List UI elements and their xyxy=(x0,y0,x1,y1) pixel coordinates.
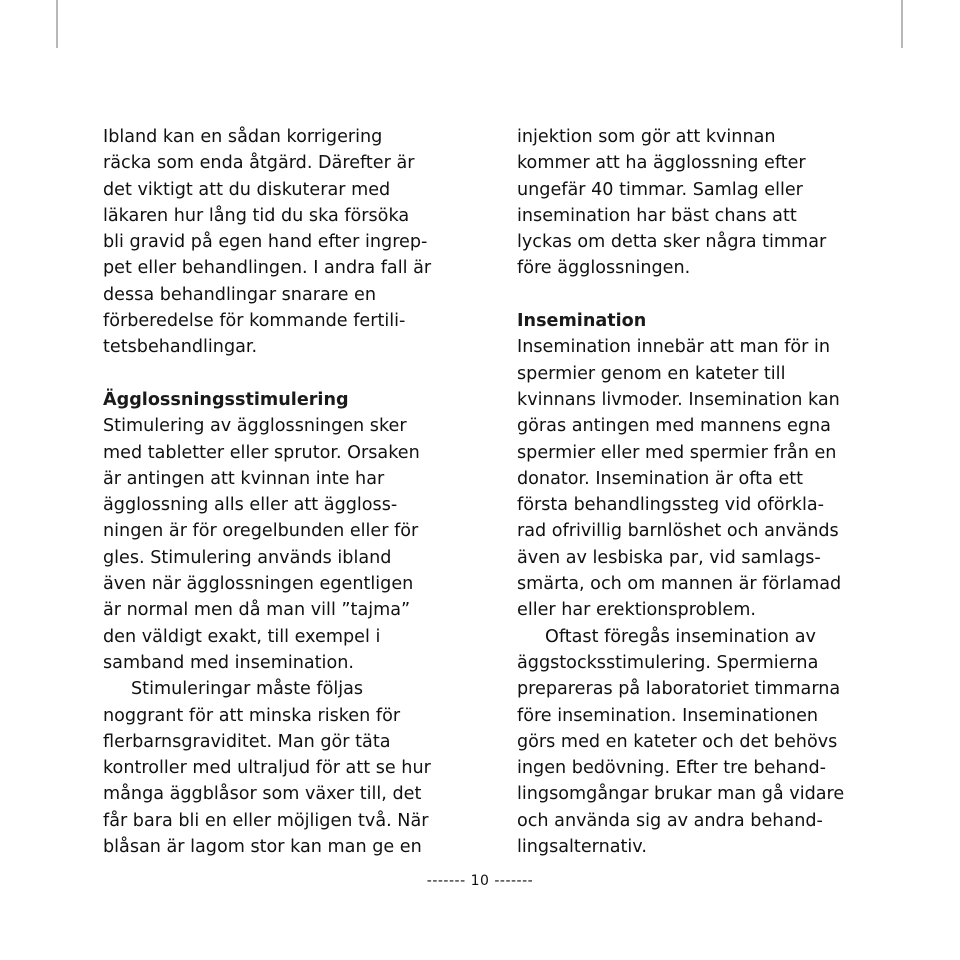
text-line: injektion som gör att kvinnan xyxy=(517,127,776,147)
text-line: pet eller behandlingen. I andra fall är xyxy=(103,258,432,279)
text-line: och använda sig av andra behand- xyxy=(517,810,823,831)
text-line: prepareras på laboratoriet timmarna xyxy=(517,679,841,700)
text-line: det viktigt att du diskuterar med xyxy=(103,179,391,200)
paragraph xyxy=(103,124,448,361)
paragraph xyxy=(517,124,862,282)
text-line: Ibland kan en sådan korrigering xyxy=(103,127,383,147)
text-line: ningen är för oregelbunden eller för xyxy=(103,521,419,542)
text-line: före insemination. Inseminationen xyxy=(517,705,819,726)
text-line: kontroller med ultraljud för att se hur xyxy=(103,758,431,779)
text-line: Oftast föregås insemination av xyxy=(545,626,816,647)
text-line: räcka som enda åtgärd. Därefter är xyxy=(103,153,415,174)
text-line: kvinnans livmoder. Insemination kan xyxy=(517,389,840,410)
paragraph xyxy=(103,413,448,676)
text-line: görs med en kateter och det behövs xyxy=(517,731,838,752)
text-line: även när ägglossningen egentligen xyxy=(103,574,414,595)
text-line: insemination har bäst chans att xyxy=(517,205,797,226)
text-line: ägglossning alls eller att äggloss- xyxy=(103,495,398,516)
paragraph xyxy=(517,624,862,861)
text-line: dessa behandlingar snarare en xyxy=(103,284,376,305)
paragraph xyxy=(517,334,862,623)
text-line: tetsbehandlingar. xyxy=(103,337,258,358)
text-line: är antingen att kvinnan inte har xyxy=(103,468,385,489)
text-line: äggstocksstimulering. Spermierna xyxy=(517,652,819,673)
text-line: rad ofrivillig barnlöshet och används xyxy=(517,521,839,542)
page-number: ------- 10 ------- xyxy=(426,873,534,889)
text-line: spermier genom en kateter till xyxy=(517,363,786,384)
text-line: Stimuleringar måste följas xyxy=(131,679,364,700)
text-line: ungefär 40 timmar. Samlag eller xyxy=(517,179,803,200)
text-line: ingen bedövning. Efter tre behand- xyxy=(517,758,826,779)
text-line: får bara bli en eller möjligen två. När xyxy=(103,810,429,831)
right-column xyxy=(517,124,862,860)
text-line: smärta, och om mannen är förlamad xyxy=(517,574,842,595)
section-heading: Ägglossningsstimulering xyxy=(103,389,349,410)
text-line: flerbarnsgraviditet. Man gör täta xyxy=(103,731,391,752)
text-line: lyckas om detta sker några timmar xyxy=(517,232,827,253)
text-line: förberedelse för kommande fertili- xyxy=(103,311,406,332)
text-line: Insemination innebär att man för in xyxy=(517,337,831,358)
text-line: den väldigt exakt, till exempel i xyxy=(103,626,381,647)
text-line: även av lesbiska par, vid samlags- xyxy=(517,547,821,568)
text-line: gles. Stimulering används ibland xyxy=(103,547,392,568)
text-line: noggrant för att minska risken för xyxy=(103,705,401,726)
text-line: spermier eller med spermier från en xyxy=(517,442,837,463)
text-line: med tabletter eller sprutor. Orsaken xyxy=(103,442,420,463)
text-line: lingsomgångar brukar man gå vidare xyxy=(517,784,845,805)
text-line: bli gravid på egen hand efter ingrep- xyxy=(103,232,428,253)
paragraph-gap xyxy=(517,282,862,308)
text-line: blåsan är lagom stor kan man ge en xyxy=(103,837,422,858)
text-line: första behandlingssteg vid oförkla- xyxy=(517,495,825,516)
left-column xyxy=(103,124,448,860)
text-line: läkaren hur lång tid du ska försöka xyxy=(103,205,410,226)
text-line: samband med insemination. xyxy=(103,652,354,673)
text-line: Stimulering av ägglossningen sker xyxy=(103,416,407,437)
text-line: är normal men då man vill ”tajma” xyxy=(103,600,411,621)
section-heading: Insemination xyxy=(517,311,647,332)
crop-mark-right xyxy=(901,0,903,48)
text-line: lingsalternativ. xyxy=(517,837,647,858)
text-line: donator. Insemination är ofta ett xyxy=(517,468,804,489)
text-line: många äggblåsor som växer till, det xyxy=(103,784,422,805)
text-line: göras antingen med mannens egna xyxy=(517,416,831,437)
text-line: före ägglossningen. xyxy=(517,258,691,279)
text-line: kommer att ha ägglossning efter xyxy=(517,153,806,174)
paragraph xyxy=(103,676,448,860)
paragraph-gap xyxy=(103,361,448,387)
crop-mark-left xyxy=(56,0,58,48)
text-line: eller har erektionsproblem. xyxy=(517,600,756,621)
